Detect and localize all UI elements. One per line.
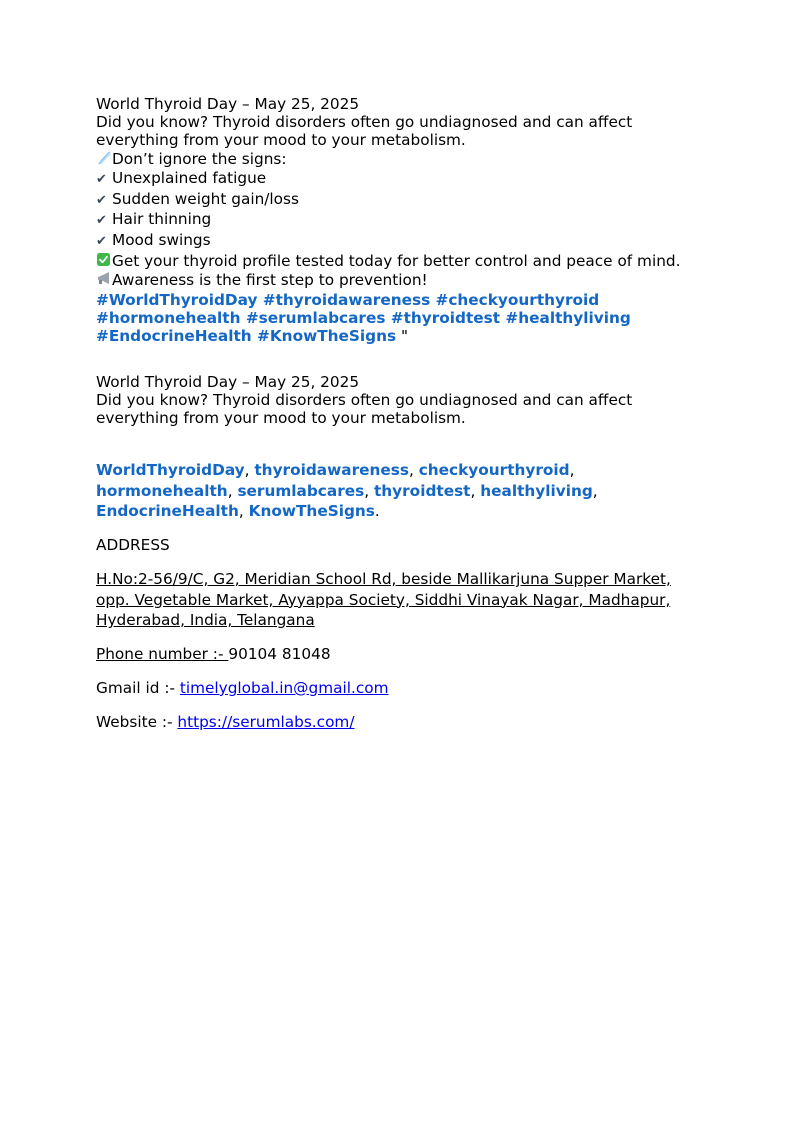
keyword: KnowTheSigns [248,502,375,521]
address-line-1: H.No:2-56/9/C, G2, Meridian School Rd, beside Mallikarjuna Supper Market, [96,570,671,588]
signs-heading-row [96,150,716,170]
gmail-label: Gmail id :- [96,679,180,697]
keywords-block [96,460,716,522]
repeat-intro-line-1: Did you know? Thyroid disorders often go undiagnosed and can affect [96,391,633,410]
check-mark-icon: ✔ [96,172,107,188]
keyword-separator: , [592,481,598,500]
post-intro-line-2: everything from your mood to your metabolism. [96,131,466,150]
website-link[interactable]: https://serumlabs.com/ [177,713,355,731]
keyword: WorldThyroidDay [96,461,245,479]
dna-ribbon-icon [96,151,112,165]
address-line-2: opp. Vegetable Market, Ayyappa Society, Siddhi Vinayak Nagar, Madhapur, [96,590,671,609]
keyword-end: . [374,502,380,521]
megaphone-icon [96,272,112,286]
sign-item [96,210,716,231]
keyword: checkyourthyroid [418,461,570,479]
sign-item-label: Hair thinning [112,210,212,229]
cta-text: Get your thyroid profile tested today for better control and peace of mind. [112,251,681,270]
post-intro-line-1: Did you know? Thyroid disorders often go undiagnosed and can affect [96,113,633,132]
hashtags-line-1: #WorldThyroidDay #thyroidawareness #checkyourthyroid [96,290,600,309]
awareness-row [96,271,716,291]
hashtags-line-3: #EndocrineHealth #KnowTheSigns [96,327,397,346]
check-mark-icon: ✔ [96,213,107,229]
phone-row [96,645,331,663]
keyword: thyroidawareness [254,461,409,479]
repeat-block [96,373,716,428]
sign-item [96,169,716,190]
address-heading: ADDRESS [96,536,170,554]
gmail-link[interactable]: timelyglobal.in@gmail.com [179,679,389,697]
keyword-separator: , [364,481,374,500]
cta-row [96,252,716,272]
keyword-separator: , [569,461,575,479]
post-block [96,95,716,345]
repeat-title: World Thyroid Day – May 25, 2025 [96,373,360,391]
sign-item-label: Sudden weight gain/loss [112,189,299,208]
keyword: EndocrineHealth [96,502,239,521]
check-mark-icon: ✔ [96,233,107,249]
keyword-separator: , [408,461,419,479]
sign-item-label: Unexplained fatigue [112,169,267,188]
sign-item [96,231,716,252]
sign-item [96,190,716,211]
hashtags-line-2: #hormonehealth #serumlabcares #thyroidtest #healthyliving [96,308,631,327]
repeat-intro-line-2: everything from your mood to your metabolism. [96,409,466,428]
keyword-separator: , [470,481,481,500]
hashtags [96,291,716,346]
keyword-separator: , [227,481,238,500]
gmail-row [96,679,389,697]
keyword: healthyliving [480,481,593,500]
keyword: hormonehealth [96,481,228,500]
website-row [96,713,354,731]
address-text [96,569,696,631]
awareness-text: Awareness is the first step to prevention! [112,271,428,290]
phone-number: 90104 81048 [228,645,331,663]
check-mark-icon: ✔ [96,192,107,208]
keyword: thyroidtest [373,481,471,500]
green-check-box-icon [96,253,112,267]
address-line-3: Hyderabad, India, Telangana [96,611,315,630]
sign-item-label: Mood swings [112,230,211,249]
keyword-separator: , [244,461,255,479]
website-label: Website :- [96,713,178,731]
keyword: serumlabcares [237,481,365,500]
post-title: World Thyroid Day – May 25, 2025 [96,95,360,113]
keyword-separator: , [238,502,249,521]
trailing-quote: " [396,327,409,346]
signs-heading: Don’t ignore the signs: [112,149,287,168]
phone-label: Phone number :- [96,645,229,663]
